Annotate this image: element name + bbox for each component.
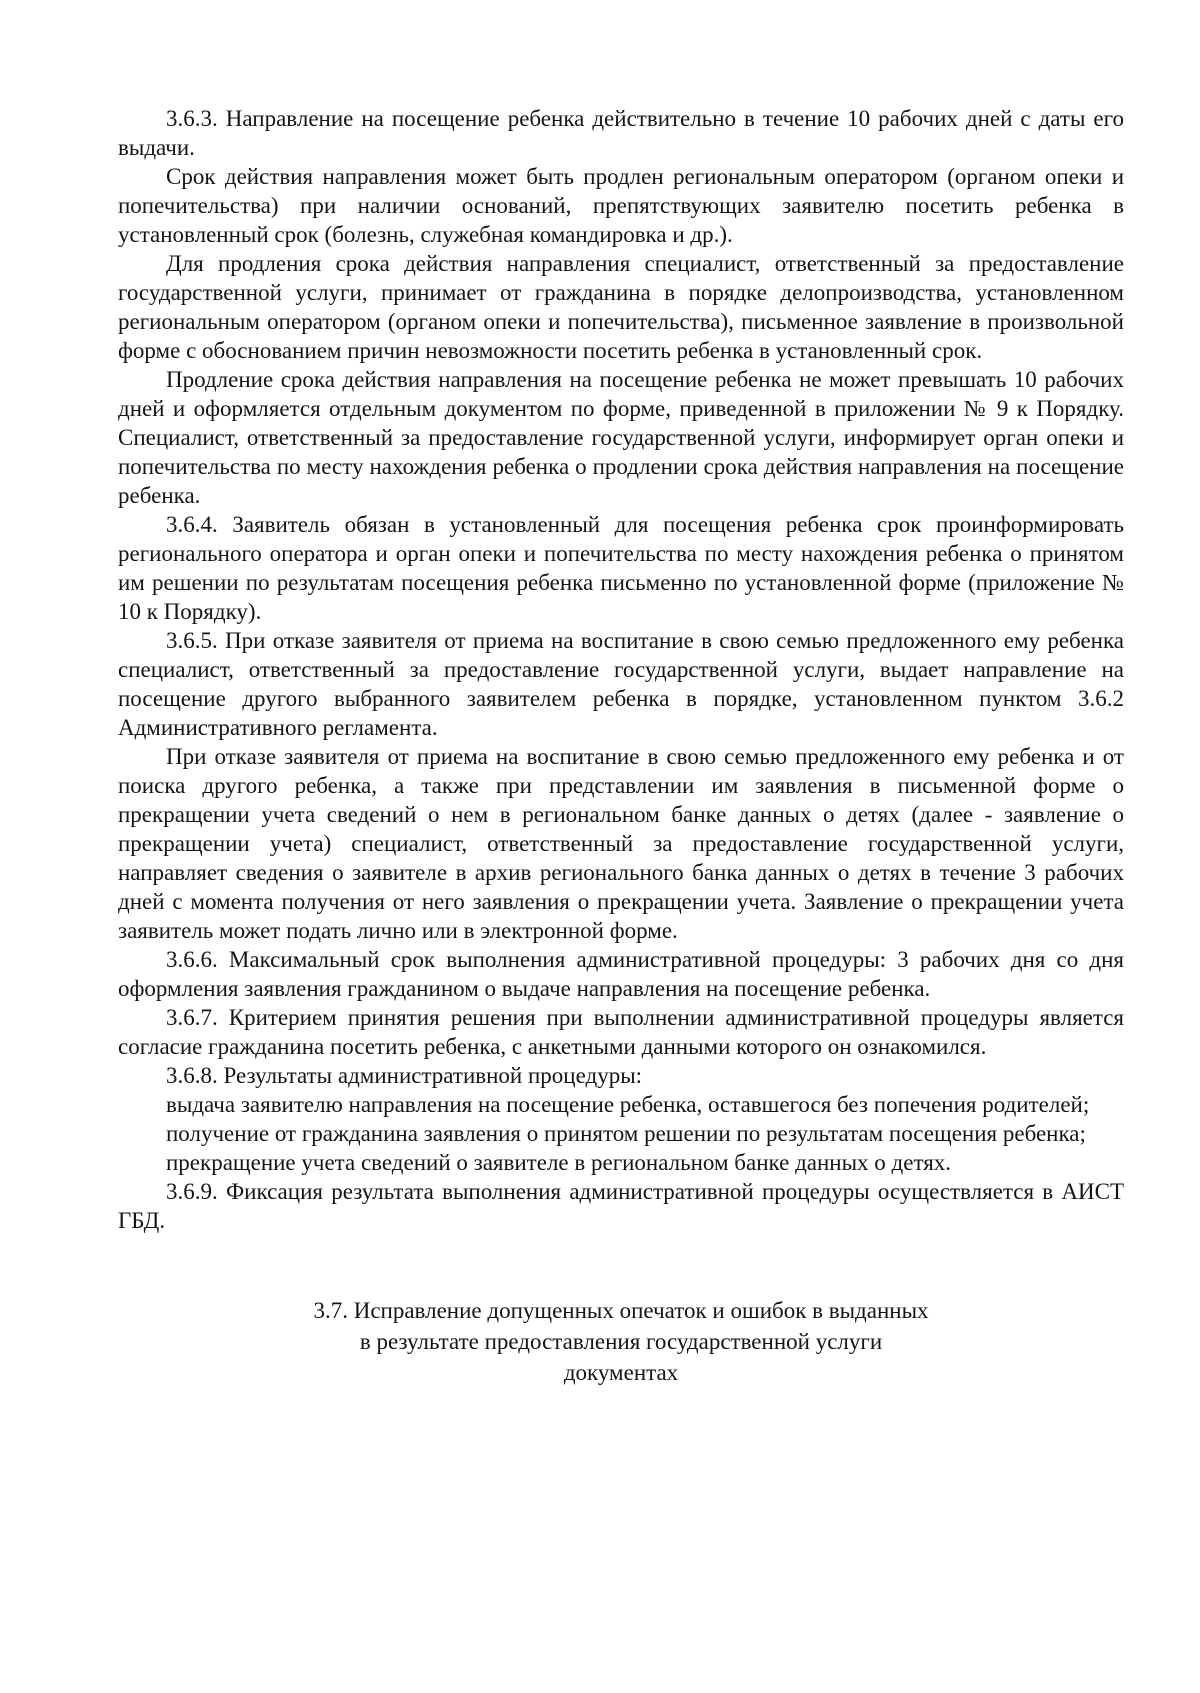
paragraph-extension-period: Срок действия направления может быть продлен региональным оператором (органом опеки и попечительства) при наличии оснований, препятствующих заявителю посетить ребенка в установленный срок (болезнь, служебная командировка и др.). <box>118 164 1124 247</box>
paragraph-3-6-8: 3.6.8. Результаты административной процедуры: <box>166 1063 643 1088</box>
paragraph-3-6-5: 3.6.5. При отказе заявителя от приема на воспитание в свою семью предложенного ему ребенка специалист, ответственный за предоставление государственной услуги, выдает направление на посещение другого выбранного заявителем ребенка в порядке, установленном пунктом 3.6.2 Административного регламента. <box>118 628 1124 740</box>
result-item-statement: получение от гражданина заявления о принятом решении по результатам посещения ребенка; <box>166 1121 1086 1146</box>
result-item-referral: выдача заявителю направления на посещение ребенка, оставшегося без попечения родителей; <box>166 1092 1090 1117</box>
section-heading-line: документах <box>563 1360 679 1385</box>
paragraph-extension-procedure: Для продления срока действия направления специалист, ответственный за предоставление государственной услуги, принимает от гражданина в порядке делопроизводства, установленном региональным оператором (органом опеки и попечительства), письменное заявление в произвольной форме с обоснованием причин невозможности посетить ребенка в установленный срок. <box>118 251 1124 363</box>
paragraph-3-6-9: 3.6.9. Фиксация результата выполнения административной процедуры осуществляется в АИСТ ГБД. <box>118 1179 1124 1233</box>
paragraph-3-6-6: 3.6.6. Максимальный срок выполнения административной процедуры: 3 рабочих дня со дня оформления заявления гражданином о выдаче направления на посещение ребенка. <box>118 947 1124 1001</box>
paragraph-refusal: При отказе заявителя от приема на воспитание в свою семью предложенного ему ребенка и от поиска другого ребенка, а также при представлении им заявления в письменной форме о прекращении учета сведений о нем в региональном банке данных о детях (далее - заявление о прекращении учета) специалист, ответственный за предоставление государственной услуги, направляет сведения о заявителе в архив регионального банка данных о детях в течение 3 рабочих дней с момента получения от него заявления о прекращении учета. Заявление о прекращении учета заявитель может подать лично или в электронной форме. <box>118 744 1124 943</box>
paragraph-3-6-7: 3.6.7. Критерием принятия решения при выполнении административной процедуры является согласие гражданина посетить ребенка, с анкетными данными которого он ознакомился. <box>118 1005 1124 1059</box>
paragraph-3-6-3: 3.6.3. Направление на посещение ребенка действительно в течение 10 рабочих дней с даты его выдачи. <box>118 106 1124 160</box>
paragraph-3-6-4: 3.6.4. Заявитель обязан в установленный для посещения ребенка срок проинформировать регионального оператора и орган опеки и попечительства по месту нахождения ребенка о принятом им решении по результатам посещения ребенка письменно по установленной форме (приложение № 10 к Порядку). <box>118 512 1124 624</box>
section-heading-3-7 <box>118 1295 1124 1388</box>
result-item-termination: прекращение учета сведений о заявителе в региональном банке данных о детях. <box>166 1150 952 1175</box>
section-heading-line: в результате предоставления государственной услуги <box>359 1329 883 1354</box>
paragraph-extension-limit: Продление срока действия направления на посещение ребенка не может превышать 10 рабочих дней и оформляется отдельным документом по форме, приведенной в приложении № 9 к Порядку. Специалист, ответственный за предоставление государственной услуги, информирует орган опеки и попечительства по месту нахождения ребенка о продлении срока действия направления на посещение ребенка. <box>118 367 1124 508</box>
section-heading-line: 3.7. Исправление допущенных опечаток и ошибок в выданных <box>313 1298 929 1323</box>
